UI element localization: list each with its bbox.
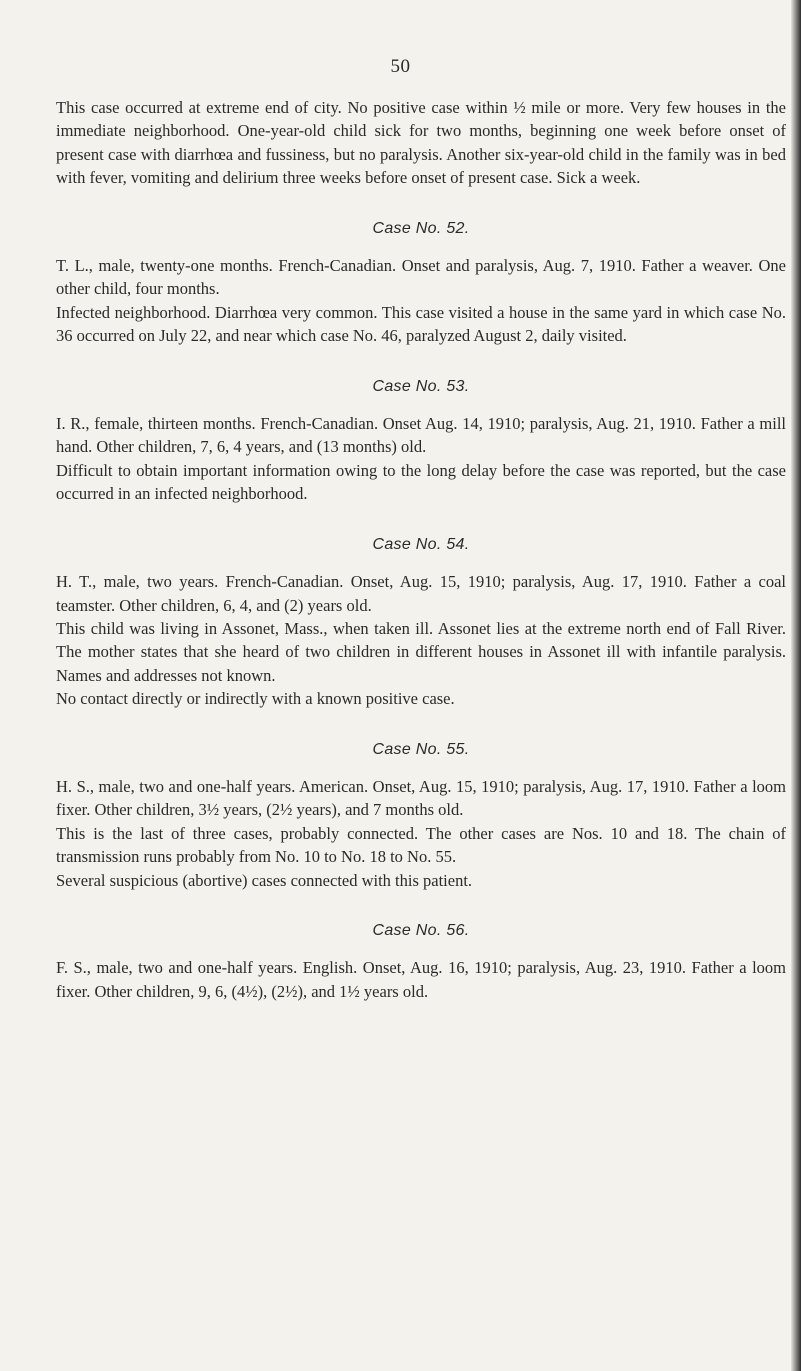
case-heading: Case No. 55.	[372, 740, 470, 758]
case-55	[56, 738, 786, 892]
intro-paragraph: This case occurred at extreme end of city. No positive case within ½ mile or more. Very few houses in the immediate neighborhood. One-year-old child sick for two months, beginning one week before onset of present case with diarrhœa and fussiness, but no paralysis. Another six-year-old child in the family was in bed with fever, vomiting and delirium three weeks before onset of present case. Sick a week.	[56, 98, 786, 188]
case-heading: Case No. 54.	[372, 535, 470, 553]
case-56	[56, 919, 786, 1003]
case-paragraph: Difficult to obtain important information owing to the long delay before the case was reported, but the case occurred in an infected neighborhood.	[56, 460, 786, 504]
case-paragraph: Infected neighborhood. Diarrhœa very common. This case visited a house in the same yard in which case No. 36 occurred on July 22, and near which case No. 46, paralyzed August 2, daily visited.	[56, 302, 786, 346]
case-paragraph: H. S., male, two and one-half years. American. Onset, Aug. 15, 1910; paralysis, Aug. 17, 1910. Father a loom fixer. Other children, 3½ years, (2½ years), and 7 months old.	[56, 776, 786, 820]
case-paragraph: I. R., female, thirteen months. French-Canadian. Onset Aug. 14, 1910; paralysis, Aug. 21, 1910. Father a mill hand. Other children, 7, 6, 4 years, and (13 months) old.	[56, 414, 786, 457]
case-53	[56, 375, 786, 506]
case-paragraph: Several suspicious (abortive) cases connected with this patient.	[56, 870, 473, 890]
case-paragraph: No contact directly or indirectly with a known positive case.	[56, 689, 455, 709]
case-paragraph: F. S., male, two and one-half years. English. Onset, Aug. 16, 1910; paralysis, Aug. 23, 1910. Father a loom fixer. Other children, 9, 6, (4½), (2½), and 1½ years old.	[56, 958, 786, 1001]
case-paragraph: This child was living in Assonet, Mass., when taken ill. Assonet lies at the extreme north end of Fall River. The mother states that she heard of two children in different houses in Assonet ill with infantile paralysis. Names and addresses not known.	[56, 618, 786, 685]
case-heading: Case No. 52.	[372, 219, 470, 237]
case-54	[56, 533, 786, 711]
case-paragraph: This is the last of three cases, probably connected. The other cases are Nos. 10 and 18. The chain of transmission runs probably from No. 10 to No. 18 to No. 55.	[56, 823, 786, 867]
case-paragraph: T. L., male, twenty-one months. French-Canadian. Onset and paralysis, Aug. 7, 1910. Father a weaver. One other child, four months.	[56, 256, 786, 299]
case-heading: Case No. 56.	[372, 921, 470, 939]
page-edge-shadow	[791, 0, 801, 1371]
case-heading: Case No. 53.	[372, 377, 470, 395]
case-paragraph: H. T., male, two years. French-Canadian. Onset, Aug. 15, 1910; paralysis, Aug. 17, 1910. Father a coal teamster. Other children, 6, 4, and (2) years old.	[56, 572, 786, 615]
case-52	[56, 217, 786, 348]
page-number: 50	[390, 56, 411, 77]
document-body	[56, 96, 786, 1003]
